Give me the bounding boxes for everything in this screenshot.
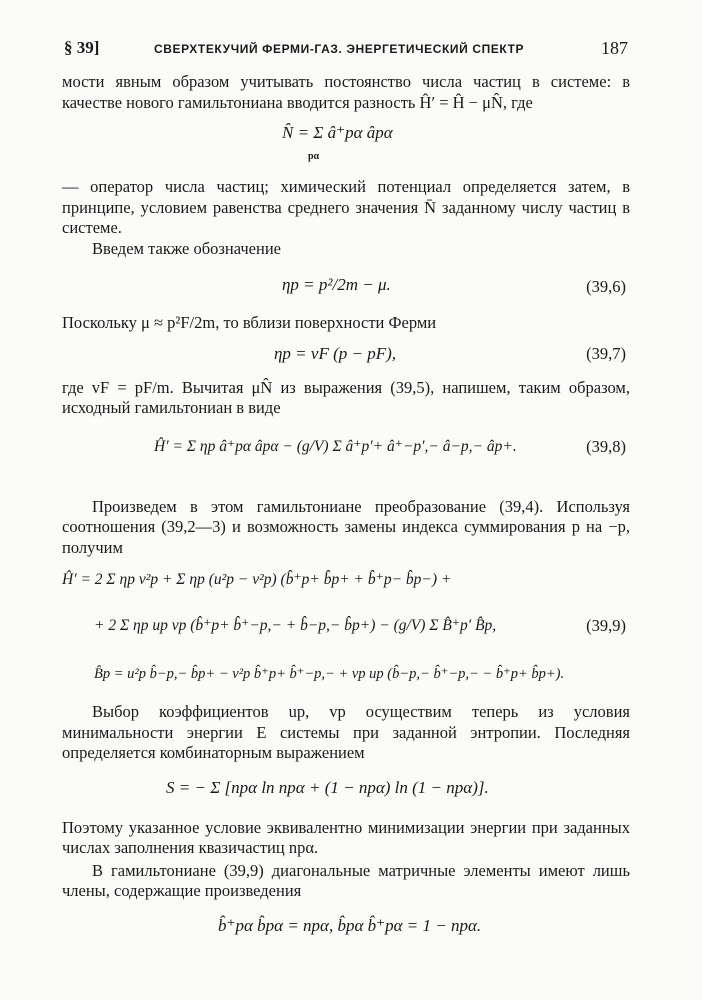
equation-entropy <box>62 770 630 818</box>
equation-39-9 <box>62 566 630 698</box>
equation-N-formula: N̂ = Σ â⁺pα âpα <box>282 123 393 142</box>
equation-N <box>62 117 630 177</box>
equation-39-8-label: (39,8) <box>586 436 626 456</box>
paragraph-3: Введем также обозначение <box>92 238 281 258</box>
paragraph-9: В гамильтониане (39,9) диагональные матричные элементы имеют лишь члены, содержащие произведения <box>62 860 630 900</box>
equation-39-9-line3: B̂p = u²p b̂−p,− b̂p+ − v²p b̂⁺p+ b̂⁺−p,− + vp up (b̂−p,− b̂⁺−p,− − b̂⁺p+ b̂p+). <box>94 666 565 682</box>
paragraph-5: где vF = pF/m. Вычитая μN̂ из выражения (39,5), напишем, таким образом, исходный гамильтониан в виде <box>62 377 630 417</box>
equation-39-8 <box>62 425 630 489</box>
page-number: 187 <box>601 38 628 58</box>
paragraph-7: Выбор коэффициентов up, vp осуществим теперь из условия минимальности энергии E системы при заданной энтропии. Последняя определяется комбинаторным выражением <box>62 702 630 762</box>
equation-39-7 <box>62 338 630 378</box>
page <box>62 32 630 952</box>
equation-39-8-formula: Ĥ′ = Σ ηp â⁺pα âpα − (g/V) Σ â⁺p′+ â⁺−p′,− â−p,− âp+. <box>154 437 517 455</box>
paragraph-1: мости явным образом учитывать постоянство числа частиц в системе: в качестве нового гамильтониана вводится разность Ĥ′ = Ĥ − μN̂, где <box>62 72 630 112</box>
equation-39-9-line2: + 2 Σ ηp up vp (b̂⁺p+ b̂⁺−p,− + b̂−p,− b̂p+) − (g/V) Σ B̂⁺p′ B̂p, <box>94 617 497 634</box>
equation-final-formula: b̂⁺pα b̂pα = npα, b̂pα b̂⁺pα = 1 − npα. <box>218 915 482 935</box>
equation-39-7-formula: ηp = vF (p − pF), <box>274 343 397 363</box>
equation-final <box>62 912 630 952</box>
equation-39-6-label: (39,6) <box>586 277 626 296</box>
paragraph-2: — оператор числа частиц; химический потенциал определяется затем, в принципе, условием равенства среднего значения N̄ заданному числу частиц в системе. <box>62 177 630 237</box>
running-title: СВЕРХТЕКУЧИЙ ФЕРМИ-ГАЗ. ЭНЕРГЕТИЧЕСКИЙ СПЕКТР <box>154 42 525 56</box>
paragraph-6: Произведем в этом гамильтониане преобразование (39,4). Используя соотношения (39,2—3) и возможность замены индекса суммирования p на −p, получим <box>62 496 630 557</box>
equation-39-6 <box>62 265 630 313</box>
equation-39-9-line1: Ĥ′ = 2 Σ ηp v²p + Σ ηp (u²p − v²p) (b̂⁺p+ b̂p+ + b̂⁺p− b̂p−) + <box>62 571 452 588</box>
paragraph-8: Поэтому указанное условие эквивалентно минимизации энергии при заданных числах заполнения квазичастиц npα. <box>62 817 630 857</box>
equation-39-7-label: (39,7) <box>586 343 626 363</box>
section-number: § 39] <box>64 38 100 57</box>
equation-entropy-formula: S = − Σ [npα ln npα + (1 − npα) ln (1 − npα)]. <box>166 777 489 797</box>
running-header <box>62 32 630 62</box>
equation-39-9-label: (39,9) <box>586 616 626 635</box>
equation-39-6-formula: ηp = p²/2m − μ. <box>282 275 391 294</box>
equation-N-sum-index: pα <box>308 151 320 162</box>
paragraph-4: Поскольку μ ≈ p²F/2m, то вблизи поверхности Ферми <box>62 313 437 332</box>
